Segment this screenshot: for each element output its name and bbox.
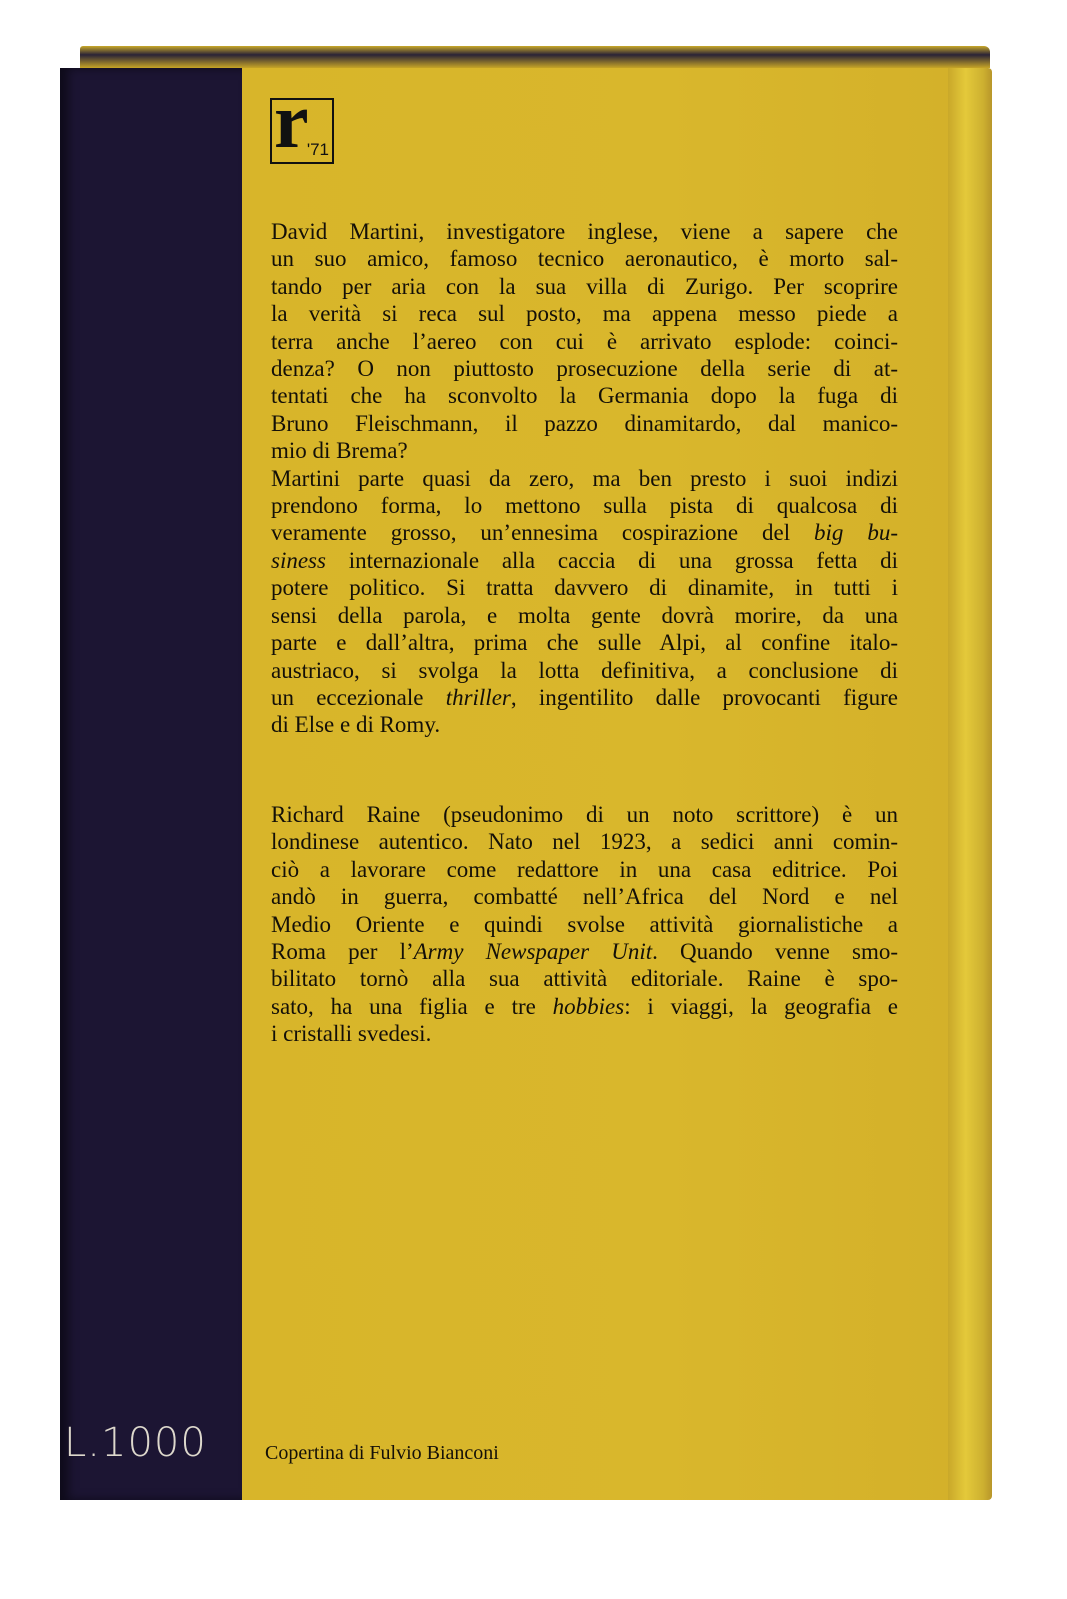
text-line	[271, 410, 898, 437]
text-line	[271, 883, 898, 910]
text-segment: tando per aria con la sua villa di Zurigo. Per scoprire	[271, 273, 898, 299]
book-top-edge	[80, 46, 990, 68]
text-line	[271, 519, 898, 546]
text-line	[271, 574, 898, 601]
text-segment: . Quando venne smo-	[652, 939, 898, 965]
spine-panel	[60, 68, 242, 1500]
text-line	[271, 602, 898, 629]
text-segment: un suo amico, famoso tecnico aeronautico, è morto sal-	[271, 246, 898, 272]
text-segment: Martini parte quasi da zero, ma ben presto i suoi indizi	[271, 465, 898, 491]
logo-letter: r	[274, 77, 309, 164]
italic-text-segment: Army Newspaper Unit	[413, 939, 653, 965]
text-line	[271, 465, 898, 492]
text-line	[271, 355, 898, 382]
logo-number: '71	[306, 140, 329, 159]
text-segment: ciò a lavorare come redattore in una casa editrice. Poi	[271, 856, 898, 882]
text-line	[271, 965, 898, 992]
text-line	[271, 993, 898, 1020]
text-segment: sato, ha una figlia e tre	[271, 993, 553, 1019]
text-line	[271, 629, 898, 656]
book-fore-edge	[948, 68, 992, 1500]
italic-text-segment: hobbies	[552, 993, 625, 1019]
text-line	[271, 828, 898, 855]
text-line	[271, 382, 898, 409]
text-segment: prendono forma, lo mettono sulla pista di qualcosa di	[271, 493, 898, 519]
text-segment: : i viaggi, la geografia e	[624, 993, 898, 1019]
text-segment: Medio Oriente e quindi svolse attività giornalistiche a	[271, 911, 898, 937]
text-segment: Richard Raine (pseudonimo di un noto scrittore) è un	[271, 802, 898, 827]
price-label: L.1000	[64, 1420, 207, 1466]
italic-text-segment: siness	[271, 547, 326, 573]
text-segment: un eccezionale	[271, 684, 446, 710]
text-line	[271, 711, 898, 738]
text-line	[271, 1020, 898, 1047]
text-segment: i cristalli svedesi.	[271, 1021, 432, 1047]
text-line	[271, 328, 898, 355]
cover-credit: Copertina di Fulvio Bianconi	[265, 1442, 499, 1464]
synopsis-text	[271, 218, 898, 739]
text-line	[271, 273, 898, 300]
italic-text-segment: big bu-	[814, 520, 898, 546]
text-segment: tentati che ha sconvolto la Germania dopo la fuga di	[271, 383, 898, 409]
publisher-logo	[270, 77, 334, 164]
text-line	[271, 801, 898, 828]
text-segment: sensi della parola, e molta gente dovrà morire, da una	[271, 602, 898, 628]
text-line	[271, 938, 898, 965]
text-segment: David Martini, investigatore inglese, viene a sapere che	[271, 219, 898, 244]
text-line	[271, 492, 898, 519]
text-segment: austriaco, si svolga la lotta definitiva, a conclusione di	[271, 657, 898, 683]
text-line	[271, 856, 898, 883]
text-segment: bilitato tornò alla sua attività editoriale. Raine è spo-	[271, 966, 898, 992]
author-bio-text	[271, 801, 898, 1048]
text-line	[271, 218, 898, 245]
text-line	[271, 547, 898, 574]
text-segment: terra anche l’aereo con cui è arrivato esplode: coinci-	[271, 328, 898, 354]
text-line	[271, 437, 898, 464]
text-line	[271, 245, 898, 272]
text-segment: internazionale alla caccia di una grossa fetta di	[325, 547, 898, 573]
text-segment: londinese autentico. Nato nel 1923, a sedici anni comin-	[271, 829, 898, 855]
text-line	[271, 300, 898, 327]
text-segment: veramente grosso, un’ennesima cospirazione del	[271, 520, 815, 546]
text-line	[271, 657, 898, 684]
text-segment: Roma per l’	[271, 939, 414, 965]
text-segment: di Else e di Romy.	[271, 712, 441, 738]
text-segment: mio di Brema?	[271, 438, 408, 464]
text-segment: la verità si reca sul posto, ma appena messo piede a	[271, 301, 898, 327]
text-segment: , ingentilito dalle provocanti figure	[510, 684, 898, 710]
text-segment: potere politico. Si tratta davvero di dinamite, in tutti i	[271, 575, 898, 601]
italic-text-segment: thriller	[445, 684, 511, 710]
text-segment: andò in guerra, combatté nell’Africa del Nord e nel	[271, 884, 898, 910]
text-line	[271, 911, 898, 938]
text-segment: Bruno Fleischmann, il pazzo dinamitardo, dal manico-	[271, 410, 898, 436]
text-segment: denza? O non piuttosto prosecuzione della serie di at-	[271, 356, 898, 382]
text-line	[271, 684, 898, 711]
text-segment: parte e dall’altra, prima che sulle Alpi, al confine italo-	[271, 630, 898, 656]
